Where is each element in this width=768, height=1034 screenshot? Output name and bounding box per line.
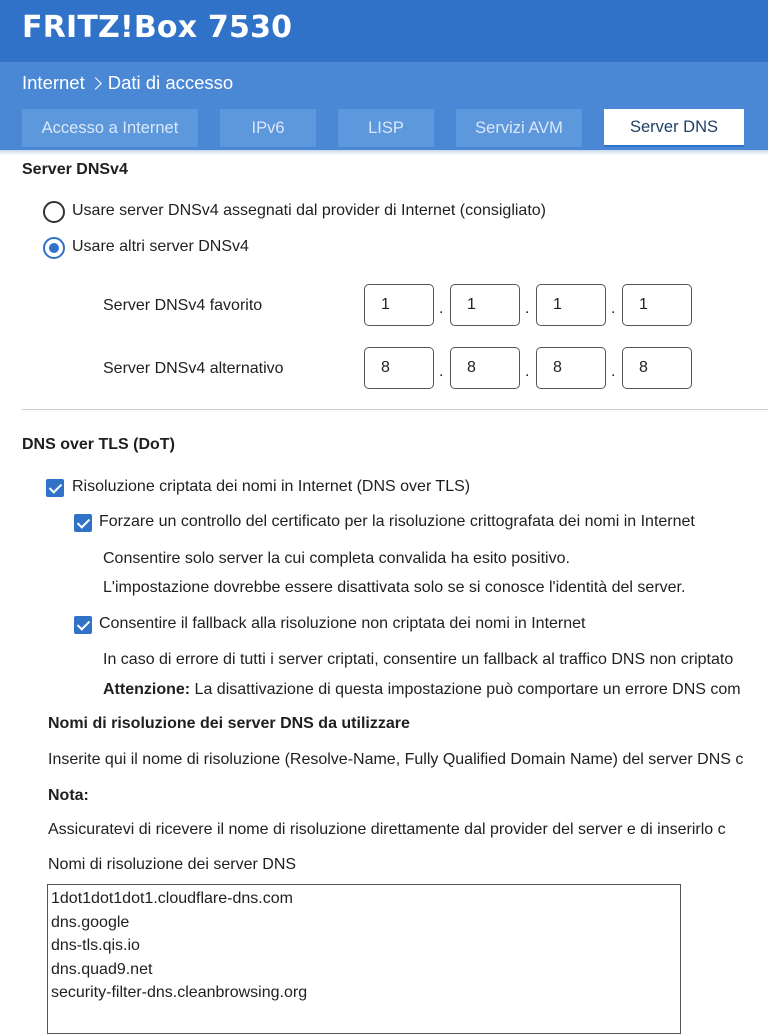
radio-other-dns-label[interactable]: Usare altri server DNSv4: [72, 238, 249, 255]
resolve-name-line: dns-tls.qis.io: [51, 937, 140, 954]
warning-text: La disattivazione di questa impostazione può comportare un errore DNS com: [190, 681, 741, 698]
fallback-label[interactable]: Consentire il fallback alla risoluzione non criptata dei nomi in Internet: [99, 615, 586, 632]
alternative-dns-octet-4[interactable]: 8: [622, 347, 692, 389]
encrypted-dns-checkbox[interactable]: [46, 479, 64, 497]
section-title-dnsv4: Server DNSv4: [22, 161, 128, 178]
header-shadow: [0, 150, 768, 155]
ip-separator: .: [439, 300, 444, 317]
radio-other-dns[interactable]: [43, 237, 65, 259]
section-divider: [22, 409, 768, 410]
ip-separator: .: [525, 363, 530, 380]
fallback-checkbox[interactable]: [74, 616, 92, 634]
encrypted-dns-label[interactable]: Risoluzione criptata dei nomi in Internet (DNS over TLS): [72, 478, 471, 495]
tab-accesso-internet[interactable]: Accesso a Internet: [22, 109, 198, 147]
resolve-names-description: Inserite qui il nome di risoluzione (Resolve-Name, Fully Qualified Domain Name) del server DNS c: [48, 751, 744, 768]
favorite-dns-octet-3[interactable]: 1: [536, 284, 606, 326]
resolve-name-line: 1dot1dot1dot1.cloudflare-dns.com: [51, 890, 293, 907]
favorite-dns-octet-4[interactable]: 1: [622, 284, 692, 326]
resolve-name-line: dns.quad9.net: [51, 960, 153, 978]
favorite-dns-label: Server DNSv4 favorito: [103, 297, 263, 314]
alternative-dns-octet-2[interactable]: 8: [450, 347, 520, 389]
tab-server-dns[interactable]: Server DNS: [604, 109, 744, 147]
breadcrumb: [22, 72, 233, 94]
tab-bar: [22, 109, 766, 147]
resolve-names-title: Nomi di risoluzione dei server DNS da utilizzare: [48, 715, 410, 732]
alternative-dns-label: Server DNSv4 alternativo: [103, 360, 284, 377]
ip-separator: .: [611, 363, 616, 380]
ip-separator: .: [525, 300, 530, 317]
favorite-dns-octet-2[interactable]: 1: [450, 284, 520, 326]
tab-ipv6[interactable]: IPv6: [220, 109, 316, 147]
ip-separator: .: [439, 363, 444, 380]
textarea-label: Nomi di risoluzione dei server DNS: [48, 856, 297, 873]
note-text: Assicuratevi di ricevere il nome di risoluzione direttamente dal provider del server e di inserirlo c: [48, 821, 726, 838]
brand-title: FRITZ!Box 7530: [22, 10, 293, 45]
tab-servizi-avm[interactable]: Servizi AVM: [456, 109, 582, 147]
ip-separator: .: [611, 300, 616, 317]
certificate-check-label[interactable]: Forzare un controllo del certificato per la risoluzione crittografata dei nomi in Internet: [99, 513, 695, 530]
alternative-dns-octet-1[interactable]: 8: [364, 347, 434, 389]
certificate-check-description: Consentire solo server la cui completa convalida ha esito positivo.: [103, 550, 570, 567]
note-title: Nota:: [48, 787, 89, 804]
radio-provider-dns-label[interactable]: Usare server DNSv4 assegnati dal provider di Internet (consigliato): [72, 202, 546, 219]
favorite-dns-octet-1[interactable]: 1: [364, 284, 434, 326]
fallback-description: In caso di errore di tutti i server criptati, consentire un fallback al traffico DNS non criptato: [103, 651, 734, 668]
warning-label: Attenzione:: [103, 681, 191, 698]
certificate-check-note: L'impostazione dovrebbe essere disattivata solo se si conosce l'identità del server.: [103, 579, 686, 596]
resolve-names-textarea[interactable]: [47, 884, 681, 1034]
tab-lisp[interactable]: LISP: [338, 109, 434, 147]
breadcrumb-current: Dati di accesso: [107, 72, 234, 93]
breadcrumb-parent[interactable]: Internet: [22, 72, 85, 93]
section-title-dot: DNS over TLS (DoT): [22, 436, 175, 453]
radio-provider-dns[interactable]: [43, 201, 65, 223]
resolve-name-line: security-filter-dns.cleanbrowsing.org: [51, 984, 308, 1001]
fallback-warning: [103, 681, 741, 699]
chevron-right-icon: [89, 77, 102, 90]
certificate-check-checkbox[interactable]: [74, 514, 92, 532]
resolve-name-line: dns.google: [51, 913, 130, 931]
alternative-dns-octet-3[interactable]: 8: [536, 347, 606, 389]
